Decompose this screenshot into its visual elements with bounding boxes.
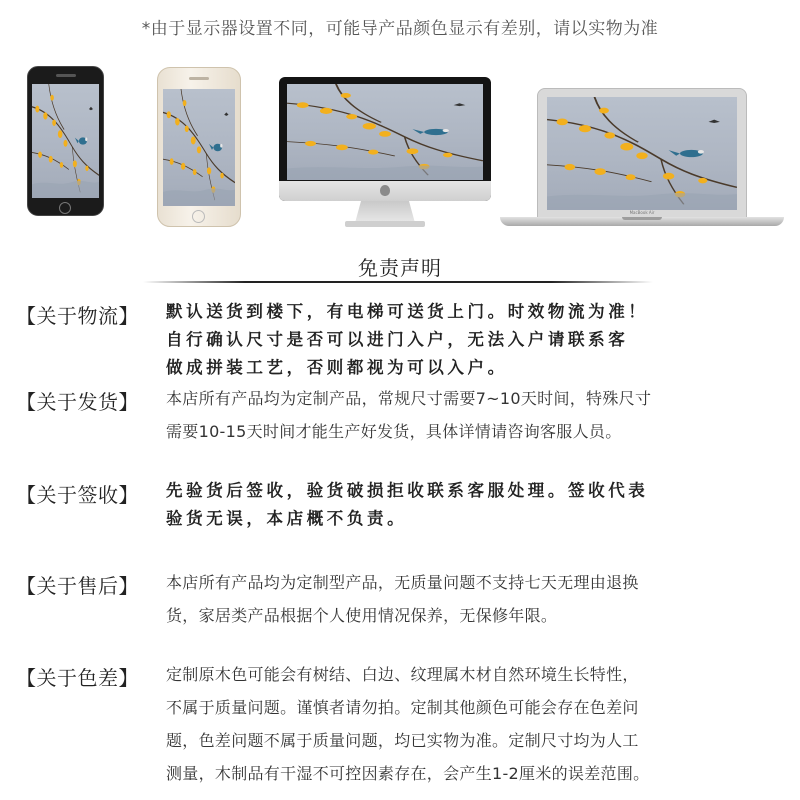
macbook-device	[500, 88, 784, 230]
imac-device	[279, 77, 491, 230]
home-button-icon	[59, 202, 71, 214]
phone-screen-wallpaper	[32, 84, 99, 198]
section-body	[166, 566, 766, 632]
section-line: 需要10-15天时间才能生产好发货，具体详情请咨询客服人员。	[166, 422, 622, 441]
color-notice: *由于显示器设置不同，可能导产品颜色显示有差别，请以实物为准	[141, 19, 659, 39]
section-body	[166, 477, 766, 533]
section-line: 定制原木色可能会有树结、白边、纹理属木材自然环境生长特性，	[166, 665, 639, 684]
macbook-brand-label: MacBook Air	[629, 210, 655, 215]
section-line: 默认送货到楼下，有电梯可送货上门。时效物流为准！	[166, 302, 649, 321]
section-label: 【关于发货】	[16, 390, 139, 414]
home-button-icon	[192, 210, 205, 223]
iphone-gold-device	[157, 67, 241, 227]
section-line: 不属于质量问题。谨慎者请勿拍。定制其他颜色可能会存在色差问	[166, 698, 639, 717]
phone-screen-wallpaper	[163, 89, 235, 206]
section-label: 【关于签收】	[16, 483, 139, 507]
section-body	[166, 658, 766, 790]
section-body	[166, 382, 766, 448]
section-line: 本店所有产品均为定制型产品，无质量问题不支持七天无理由退换	[166, 573, 639, 592]
iphone-black-device	[27, 66, 104, 216]
section-body	[166, 298, 766, 382]
section-line: 自行确认尺寸是否可以进门入户，无法入户请联系客	[166, 330, 629, 349]
section-label: 【关于色差】	[16, 666, 139, 690]
apple-logo-icon	[380, 185, 390, 196]
section-line: 先验货后签收，验货破损拒收联系客服处理。签收代表	[166, 481, 649, 500]
laptop-screen-wallpaper	[547, 97, 737, 210]
monitor-screen-wallpaper	[287, 84, 483, 180]
section-line: 做成拼装工艺，否则都视为可以入户。	[166, 358, 508, 377]
section-label: 【关于售后】	[16, 574, 139, 598]
heading-divider	[143, 281, 653, 283]
disclaimer-heading: 免责声明	[358, 256, 442, 280]
section-line: 题，色差问题不属于质量问题，均已实物为准。定制尺寸均为人工	[166, 731, 639, 750]
section-label: 【关于物流】	[16, 304, 139, 328]
section-line: 货，家居类产品根据个人使用情况保养，无保修年限。	[166, 606, 558, 625]
section-line: 验货无误，本店概不负责。	[166, 509, 408, 528]
section-line: 测量，木制品有干湿不可控因素存在，会产生1-2厘米的误差范围。	[166, 764, 650, 783]
section-line: 本店所有产品均为定制产品，常规尺寸需要7~10天时间，特殊尺寸	[166, 389, 652, 408]
